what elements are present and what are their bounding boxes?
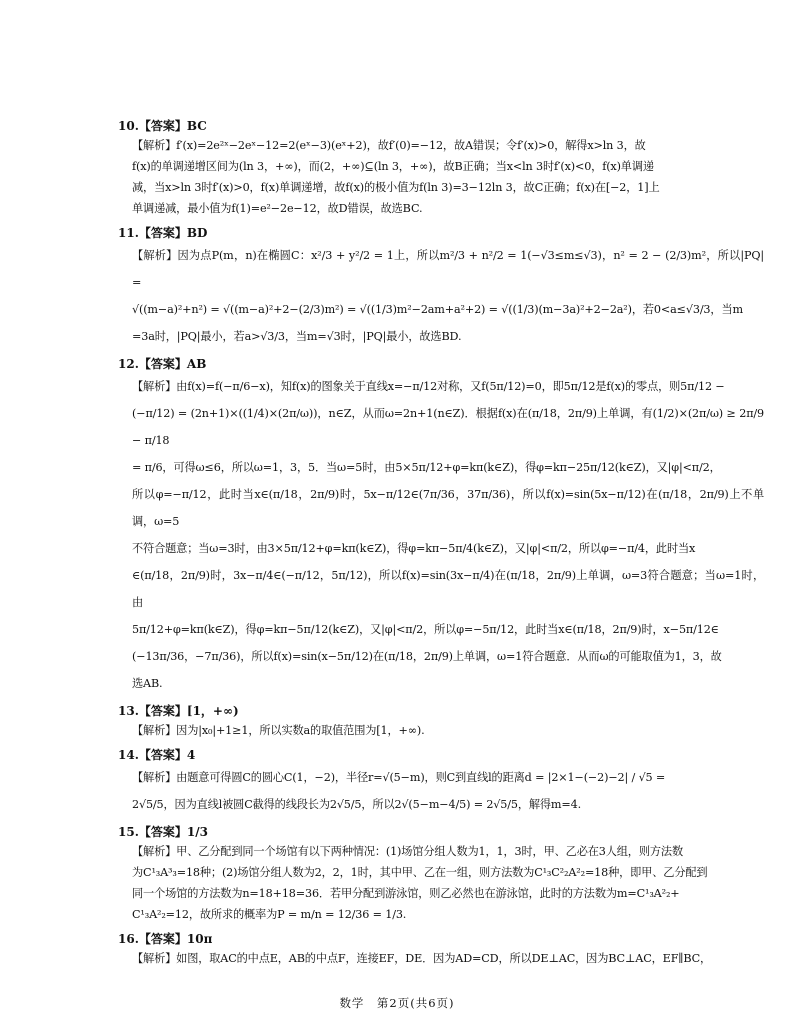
analysis-line: (−π/12) = (2n+1)×((1/4)×(2π/ω))，n∈Z，从而ω=2n+1(n∈Z)．根据f(x)在(π/18，2π/9)上单调，有(1/2)×(2π/ω) ≥ 2π/9 − π/18: [132, 407, 764, 447]
solution-item-16: [118, 931, 764, 969]
analysis-block: [118, 948, 764, 969]
solution-item-12: [118, 356, 764, 697]
analysis-block: [118, 764, 764, 818]
analysis-line: 不符合题意；当ω=3时，由3×5π/12+φ=kπ(k∈Z)，得φ=kπ−5π/4(k∈Z)，又|φ|<π/2，所以φ=−π/4，此时当x: [132, 542, 696, 555]
analysis-line: 所以φ=−π/12，此时当x∈(π/18，2π/9)时，5x−π/12∈(7π/36，37π/36)，所以f(x)=sin(5x−π/12)在(π/18，2π/9)上不单调，ω=5: [132, 488, 764, 528]
answer-line: 12.【答案】AB: [118, 357, 207, 371]
answer-line: 11.【答案】BD: [118, 226, 208, 240]
analysis-block: [118, 242, 764, 350]
analysis-block: [118, 841, 764, 925]
solution-item-10: [118, 118, 764, 219]
answer-line: 10.【答案】BC: [118, 119, 207, 133]
answer-line: 14.【答案】4: [118, 748, 196, 762]
analysis-line: 【解析】由题意可得圆C的圆心C(1，−2)，半径r=√(5−m)，则C到直线l的距离d = |2×1−(−2)−2| / √5 =: [132, 771, 666, 784]
analysis-line: (−13π/36，−7π/36)，所以f(x)=sin(x−5π/12)在(π/18，2π/9)上单调，ω=1符合题意．从而ω的可能取值为1，3，故: [132, 650, 722, 663]
analysis-line: √((m−a)²+n²) = √((m−a)²+2−(2/3)m²) = √((1/3)m²−2am+a²+2) = √((1/3)(m−3a)²+2−2a²)，若0<a≤√3/3，当m: [132, 303, 743, 316]
analysis-line: 【解析】由f(x)=f(−π/6−x)，知f(x)的图象关于直线x=−π/12对称，又f(5π/12)=0，即5π/12是f(x)的零点，则5π/12 −: [132, 380, 725, 393]
answer-line: 15.【答案】1/3: [118, 825, 208, 839]
solution-item-11: [118, 225, 764, 350]
analysis-line: 单调递减，最小值为f(1)=e²−2e−12，故D错误，故选BC.: [132, 202, 423, 215]
answer-line: 16.【答案】10π: [118, 932, 213, 946]
analysis-line: f(x)的单调递增区间为(ln 3，+∞)，而(2，+∞)⊆(ln 3，+∞)，故B正确；当x<ln 3时f′(x)<0，f(x)单调递: [132, 160, 654, 173]
analysis-line: = π/6，可得ω≤6，所以ω=1，3，5．当ω=5时，由5×5π/12+φ=kπ(k∈Z)，得φ=kπ−25π/12(k∈Z)，又|φ|<π/2，: [132, 461, 721, 474]
solution-item-15: [118, 824, 764, 925]
analysis-block: [118, 720, 764, 741]
analysis-line: 2√5/5，因为直线l被圆C截得的线段长为2√5/5，所以2√(5−m−4/5) = 2√5/5，解得m=4.: [132, 798, 581, 811]
analysis-line: =3a时，|PQ|最小，若a>√3/3，当m=√3时，|PQ|最小，故选BD.: [132, 330, 462, 343]
analysis-line: C¹₃A²₂=12，故所求的概率为P = m/n = 12/36 = 1/3.: [132, 908, 407, 921]
analysis-line: ∈(π/18，2π/9)时，3x−π/4∈(−π/12，5π/12)，所以f(x)=sin(3x−π/4)在(π/18，2π/9)上单调，ω=3符合题意；当ω=1时，由: [132, 569, 764, 609]
solution-item-13: [118, 703, 764, 741]
analysis-line: 【解析】f′(x)=2e²ˣ−2eˣ−12=2(eˣ−3)(eˣ+2)，故f′(0)=−12，故A错误；令f′(x)>0，解得x>ln 3，故: [132, 139, 646, 152]
analysis-line: 【解析】甲、乙分配到同一个场馆有以下两种情况：(1)场馆分组人数为1，1，3时，甲、乙必在3人组，则方法数: [132, 845, 683, 858]
analysis-line: 减，当x>ln 3时f′(x)>0，f(x)单调递增，故f(x)的极小值为f(ln 3)=3−12ln 3，故C正确；f(x)在[−2，1]上: [132, 181, 660, 194]
page-footer: 数学 第2页(共6页): [339, 996, 455, 1010]
solution-item-14: [118, 747, 764, 818]
analysis-line: 5π/12+φ=kπ(k∈Z)，得φ=kπ−5π/12(k∈Z)，又|φ|<π/2，所以φ=−5π/12，此时当x∈(π/18，2π/9)时，x−5π/12∈: [132, 623, 719, 636]
analysis-block: [118, 135, 764, 219]
analysis-line: 【解析】因为|x₀|+1≥1，所以实数a的取值范围为[1，+∞).: [132, 724, 425, 737]
analysis-line: 选AB.: [132, 677, 163, 690]
analysis-block: [118, 373, 764, 697]
analysis-line: 【解析】因为点P(m，n)在椭圆C：x²/3 + y²/2 = 1上，所以m²/3 + n²/2 = 1(−√3≤m≤√3)，n² = 2 − (2/3)m²，所以|PQ| =: [132, 249, 764, 289]
analysis-line: 同一个场馆的方法数为n=18+18=36．若甲分配到游泳馆，则乙必然也在游泳馆，此时的方法数为m=C¹₃A²₂+: [132, 887, 680, 900]
analysis-line: 【解析】如图，取AC的中点E，AB的中点F，连接EF，DE．因为AD=CD，所以DE⊥AC，因为BC⊥AC，EF∥BC，: [132, 952, 712, 965]
answer-line: 13.【答案】[1，+∞): [118, 704, 239, 718]
analysis-line: 为C¹₃A³₃=18种；(2)场馆分组人数为2，2，1时，其中甲、乙在一组，则方法数为C¹₃C²₂A²₂=18种，即甲、乙分配到: [132, 866, 708, 879]
